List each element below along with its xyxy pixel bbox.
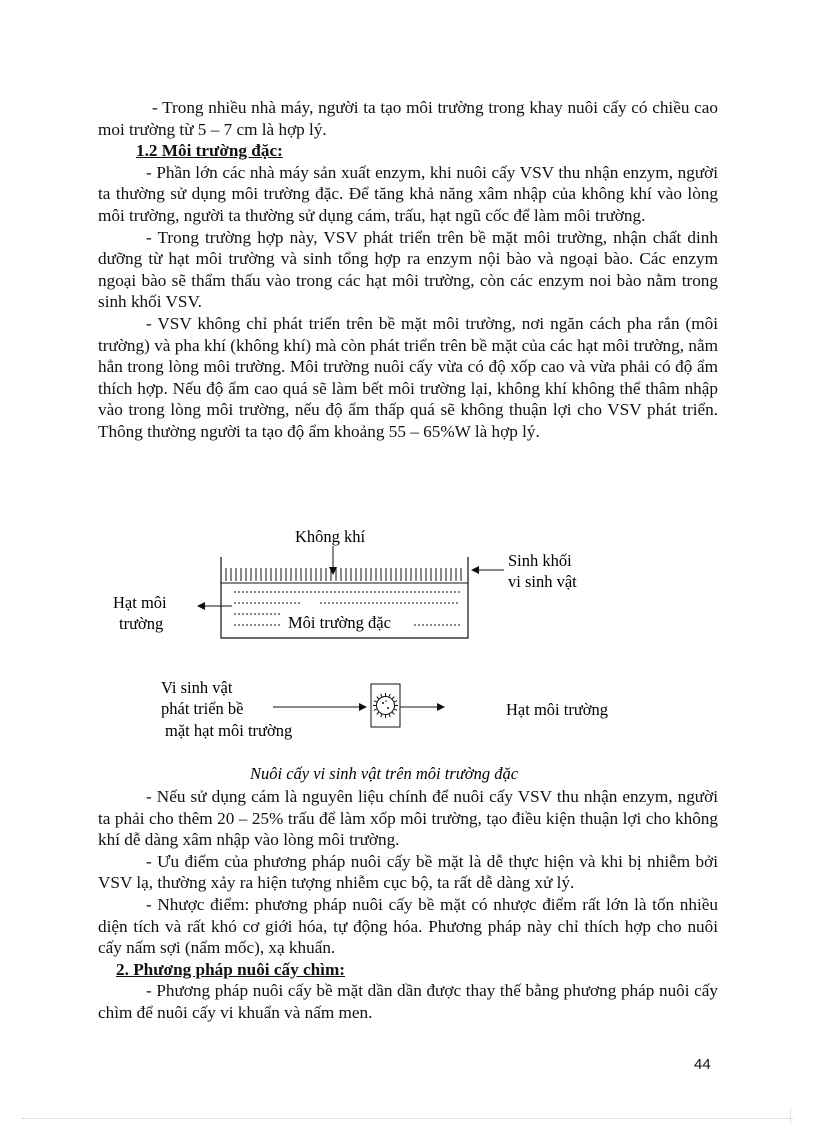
paragraph-humidity: - VSV không chỉ phát triển trên bề mặt môi trường, nơi ngăn cách pha rắn (môi trường) và pha khí (không khí) mà còn phát triển trên bề mặt của các hạt môi trường, nằm hẳn trong lòng môi trường. Môi trường nuôi cấy vừa có độ xốp cao và vừa phải có độ ẩm thích hợp. Nếu độ ẩm cao quá sẽ làm bết môi trường lại, không khí không thể thâm nhập vào trong lòng môi trường, nếu độ ẩm thấp quá sẽ không thuận lợi cho VSV phát triển. Thông thường người ta tạo độ ẩm khoảng 55 – 65%W là hợp lý.: [98, 313, 718, 441]
particle-spike: [374, 709, 377, 710]
particle-spike: [381, 714, 382, 717]
particle-spike: [394, 709, 397, 710]
particle-spike: [394, 701, 397, 702]
label-air: Không khí: [295, 527, 366, 546]
paragraph-disadvantages: - Nhược điểm: phương pháp nuôi cấy bề mặt có nhược điểm rất lớn là tốn nhiều diện tích và rất khó cơ giới hóa, tự động hóa. Phương pháp này chỉ thích hợp cho nuôi cấy nấm sợi (nấm mốc), xạ khuẩn.: [98, 894, 718, 958]
label-microbe-line2: phát triển bề: [161, 699, 244, 718]
label-particle-right: Hạt môi trường: [506, 700, 608, 719]
paragraph-submerged-intro: - Phương pháp nuôi cấy bề mặt dần dần được thay thế bằng phương pháp nuôi cấy chìm để nuôi cấy vi khuẩn và nấm men.: [98, 981, 718, 1022]
page-number: 44: [694, 1056, 711, 1073]
label-particle-line1: Hạt môi: [113, 593, 167, 612]
particle-icon: [371, 684, 400, 727]
particle-spike: [381, 694, 382, 697]
heading-solid-medium: 1.2 Môi trường đặc:: [136, 141, 283, 161]
paragraph-surface-growth: - Trong trường hợp này, VSV phát triển trên bề mặt môi trường, nhận chất dinh dưỡng từ hạt môi trường và sinh tổng hợp ra enzym nội bào và ngoại bào. Các enzym ngoại bào sẽ thẩm thấu vào trong các hạt môi trường, còn các enzym noi bào nằm trong sinh khối VSV.: [98, 227, 718, 312]
page-border-bottom: [22, 1118, 794, 1119]
particle-spike: [389, 694, 390, 697]
particle-spike: [377, 697, 379, 699]
text-block-bottom: [98, 786, 718, 1024]
biomass-hatch: [226, 568, 461, 581]
particle-spike: [392, 697, 394, 699]
paragraph-bran-husk: - Nếu sử dụng cám là nguyên liệu chính để nuôi cấy VSV thu nhận enzym, người ta phải cho thêm 20 – 25% trấu để làm xốp môi trường, tạo điều kiện thuận lợi cho không khí dễ dàng xâm nhập vào lòng môi trường.: [98, 787, 718, 850]
particle-spike: [389, 714, 390, 717]
particle-spike: [377, 712, 379, 714]
paragraph-tray-height: - Trong nhiều nhà máy, người ta tạo môi trường trong khay nuôi cấy có chiều cao moi trường từ 5 – 7 cm là hợp lý.: [98, 98, 718, 139]
label-solid-medium: Môi trường đặc: [288, 613, 391, 632]
heading-submerged-culture: 2. Phương pháp nuôi cấy chìm:: [116, 959, 345, 979]
label-biomass-line2: vi sinh vật: [508, 572, 577, 591]
page-border-right: [790, 1108, 791, 1123]
paragraph-solid-medium-intro: - Phần lớn các nhà máy sản xuất enzym, khi nuôi cấy VSV thu nhận enzym, người ta thường sử dụng môi trường đặc. Để tăng khả năng xâm nhập của không khí vào lòng môi trường, người ta thường sử dụng cám, trấu, hạt ngũ cốc để làm môi trường.: [98, 162, 718, 225]
particle-spike: [392, 712, 394, 714]
paragraph-advantages: - Ưu điểm của phương pháp nuôi cấy bề mặt là dễ thực hiện và khi bị nhiễm bởi VSV lạ, thường xảy ra hiện tượng nhiễm cục bộ, ta rất dễ dàng xử lý.: [98, 851, 718, 893]
figure-caption: Nuôi cấy vi sinh vật trên môi trường đặc: [250, 764, 519, 783]
label-microbe-line3: mặt hạt môi trường: [165, 721, 293, 740]
label-biomass-line1: Sinh khối: [508, 551, 572, 570]
label-particle-line2: trường: [119, 614, 164, 633]
label-microbe-line1: Vi sinh vật: [161, 678, 233, 697]
particle-spike: [374, 701, 377, 702]
